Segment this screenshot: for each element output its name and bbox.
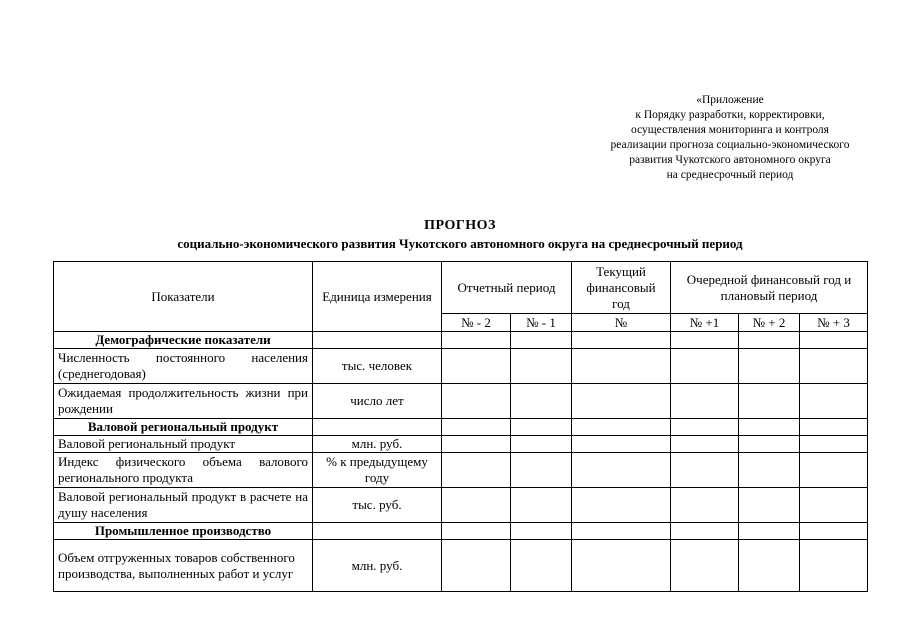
section-title: Промышленное производство [54, 523, 313, 540]
empty-cell [739, 419, 800, 436]
value-cell [739, 488, 800, 523]
empty-cell [800, 419, 868, 436]
value-cell [572, 453, 671, 488]
indicator-cell: Ожидаемая продолжительность жизни при рождении [54, 384, 313, 419]
section-row [54, 332, 868, 349]
value-cell [442, 384, 511, 419]
indicator-cell: Индекс физического объема валового регионального продукта [54, 453, 313, 488]
empty-cell [442, 332, 511, 349]
section-title: Валовой региональный продукт [54, 419, 313, 436]
unit-cell: % к предыдущему году [313, 453, 442, 488]
section-title: Демографические показатели [54, 332, 313, 349]
value-cell [800, 349, 868, 384]
table-row [54, 540, 868, 592]
value-cell [511, 349, 572, 384]
value-cell [739, 436, 800, 453]
indicator-cell: Численность постоянного населения (среднегодовая) [54, 349, 313, 384]
header-reporting-period: Отчетный период [442, 262, 572, 314]
subheader-cell: № [572, 314, 671, 332]
empty-cell [572, 419, 671, 436]
table-row [54, 436, 868, 453]
empty-cell [800, 332, 868, 349]
header-next-years: Очередной финансовый год и плановый период [671, 262, 868, 314]
value-cell [671, 436, 739, 453]
empty-cell [442, 419, 511, 436]
value-cell [671, 384, 739, 419]
value-cell [671, 488, 739, 523]
subheader-cell: № - 2 [442, 314, 511, 332]
empty-cell [511, 419, 572, 436]
header-current-year: Текущий финансовый год [572, 262, 671, 314]
empty-cell [442, 523, 511, 540]
value-cell [800, 436, 868, 453]
value-cell [800, 540, 868, 592]
indicator-cell: Валовой региональный продукт в расчете на душу населения [54, 488, 313, 523]
subheader-cell: № - 1 [511, 314, 572, 332]
value-cell [442, 488, 511, 523]
annex-line: «Приложение [696, 94, 764, 106]
value-cell [671, 540, 739, 592]
value-cell [800, 453, 868, 488]
value-cell [800, 384, 868, 419]
table-row [54, 488, 868, 523]
empty-cell [739, 523, 800, 540]
value-cell [572, 540, 671, 592]
empty-cell [313, 419, 442, 436]
unit-cell: млн. руб. [313, 540, 442, 592]
header-unit: Единица измерения [313, 262, 442, 332]
value-cell [671, 349, 739, 384]
empty-cell [671, 332, 739, 349]
empty-cell [739, 332, 800, 349]
table-row [54, 453, 868, 488]
annex-note [575, 93, 885, 183]
value-cell [739, 384, 800, 419]
value-cell [511, 384, 572, 419]
empty-cell [572, 523, 671, 540]
empty-cell [671, 419, 739, 436]
value-cell [511, 453, 572, 488]
header-row [54, 262, 868, 314]
value-cell [671, 453, 739, 488]
value-cell [442, 540, 511, 592]
document-subtitle: социально-экономического развития Чукотского автономного округа на среднесрочный период [177, 236, 743, 251]
value-cell [511, 488, 572, 523]
value-cell [442, 349, 511, 384]
value-cell [739, 540, 800, 592]
value-cell [442, 453, 511, 488]
header-indicators: Показатели [54, 262, 313, 332]
empty-cell [572, 332, 671, 349]
document-title: ПРОГНОЗ [424, 218, 496, 233]
value-cell [572, 384, 671, 419]
empty-cell [313, 332, 442, 349]
subheader-cell: № + 2 [739, 314, 800, 332]
table-row [54, 384, 868, 419]
value-cell [511, 436, 572, 453]
unit-cell: млн. руб. [313, 436, 442, 453]
empty-cell [800, 523, 868, 540]
section-row [54, 523, 868, 540]
annex-line: осуществления мониторинга и контроля [631, 124, 829, 136]
subheader-cell: № +1 [671, 314, 739, 332]
empty-cell [671, 523, 739, 540]
value-cell [572, 436, 671, 453]
value-cell [572, 488, 671, 523]
unit-cell: тыс. руб. [313, 488, 442, 523]
value-cell [572, 349, 671, 384]
value-cell [739, 349, 800, 384]
indicator-cell: Валовой региональный продукт [54, 436, 313, 453]
value-cell [800, 488, 868, 523]
subheader-cell: № + 3 [800, 314, 868, 332]
section-row [54, 419, 868, 436]
unit-cell: тыс. человек [313, 349, 442, 384]
empty-cell [511, 332, 572, 349]
annex-line: реализации прогноза социально-экономического [610, 139, 850, 151]
value-cell [739, 453, 800, 488]
annex-line: к Порядку разработки, корректировки, [635, 109, 825, 121]
value-cell [511, 540, 572, 592]
forecast-table [53, 261, 868, 592]
annex-line: развития Чукотского автономного округа [629, 154, 831, 166]
table-row [54, 349, 868, 384]
value-cell [442, 436, 511, 453]
unit-cell: число лет [313, 384, 442, 419]
annex-line: на среднесрочный период [666, 169, 794, 181]
indicator-cell: Объем отгруженных товаров собственного производства, выполненных работ и услуг [54, 540, 313, 592]
empty-cell [313, 523, 442, 540]
empty-cell [511, 523, 572, 540]
